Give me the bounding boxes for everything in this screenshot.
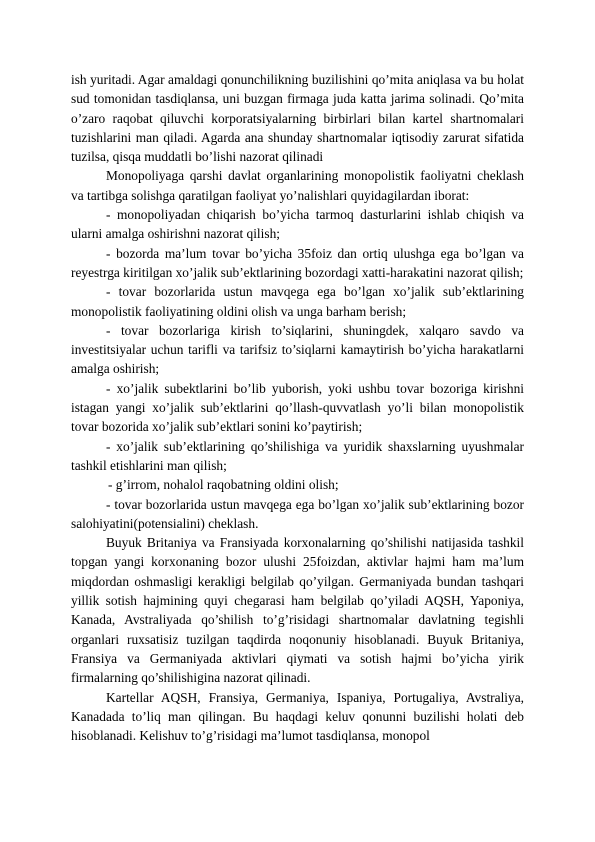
list-item-market-share-control: - bozorda ma’lum tovar bo’yicha 35foiz dan ortiq ulushga ega bo’lgan va reyestrga kiritilgan xo’jalik sub’ektlarining bozordagi xatti-harakatini nazorat qilish;	[71, 245, 524, 280]
list-item-increase-entities: - xo’jalik subektlarini bo’lib yuborish, yoki ushbu tovar bozoriga kirishni istagan yangi xo’jalik sub’ektlarini qo’llash-quvvatlash yo’li bilan monopolistik tovar bozorida xo’jalik sub’ektlari sonini ko’paytirish;	[71, 380, 524, 435]
list-item-prevent-monopoly: - tovar bozorlarida ustun mavqega ega bo’lgan xo’jalik sub’ektlarining monopolistik faoliyatining oldini olish va unga barham berish;	[71, 284, 524, 319]
list-item-ban-mergers: - xo’jalik sub’ektlarining qo’shilishiga va yuridik shaxslarning uyushmalar tashkil etishlarini man qilish;	[71, 438, 524, 473]
paragraph-antimonopoly-intro: Monopoliyaga qarshi davlat organlarining monopolistik faoliyatni cheklash va tartibga solishga qaratilgan faoliyat yo’nalishlari quyidagilardan iborat:	[71, 168, 524, 203]
list-item-limit-potential: - tovar bozorlarida ustun mavqega ega bo’lgan xo’jalik sub’ektlarining bozor salohiyatini(potensialini) cheklash.	[71, 496, 524, 531]
list-item-reduce-barriers: - tovar bozorlariga kirish to’siqlarini, shuningdek, xalqaro savdo va investitsiyalar uchun tarifli va tarifsiz to’siqlarni kamaytirish bo’yicha harakatlarni amalga oshirish;	[71, 322, 524, 377]
body-text	[71, 70, 524, 745]
list-item-demonopolization-programs: - monopoliyadan chiqarish bo’yicha tarmoq dasturlarini ishlab chiqish va ularni amalga oshirishni nazorat qilish;	[71, 207, 524, 242]
paragraph-international-practice: Buyuk Britaniya va Fransiyada korxonalarning qo’shilishi natijasida tashkil topgan yangi korxonaning bozor ulushi 25foizdan, aktivlar hajmi ham ma’lum miqdordan oshmasligi kerakligi belgilab qo’yilgan. Germaniyada bundan tashqari yillik sotish hajmining quyi chegarasi ham belgilab qo’yiladi AQSH, Yaponiya, Kanada, Avstraliyada qo’shilish to’g’risidagi shartnomalar davlatning tegishli organlari ruxsatisiz tuzilgan taqdirda noqonuniy hisoblanadi. Buyuk Britaniya, Fransiya va Germaniyada aktivlari qiymati va sotish hajmi bo’yicha yirik firmalarning qo’shilishigina nazorat qilinadi.	[71, 535, 524, 686]
paragraph-cartels: Kartellar AQSH, Fransiya, Germaniya, Ispaniya, Portugaliya, Avstraliya, Kanadada to’liq man qilingan. Bu haqdagi keluv qonunni buzilishi holati deb hisoblanadi. Kelishuv to’g’risidagi ma’lumot tasdiqlansa, monopol	[71, 689, 524, 744]
list-item-unfair-competition: - g’irrom, nohalol raqobatning oldini olish;	[108, 477, 339, 493]
paragraph-continuation: ish yuritadi. Agar amaldagi qonunchilikning buzilishini qo’mita aniqlasa va bu holat sud tomonidan tasdiqlansa, uni buzgan firmaga juda katta jarima solinadi. Qo’mita o’zaro raqobat qiluvchi korporatsiyalarning birbirlari bilan kartel shartnomalari tuzishlarini man qiladi. Agarda ana shunday shartnomalar iqtisodiy zarurat sifatida tuzilsa, qisqa muddatli bo’lishi nazorat qilinadi	[71, 72, 524, 165]
